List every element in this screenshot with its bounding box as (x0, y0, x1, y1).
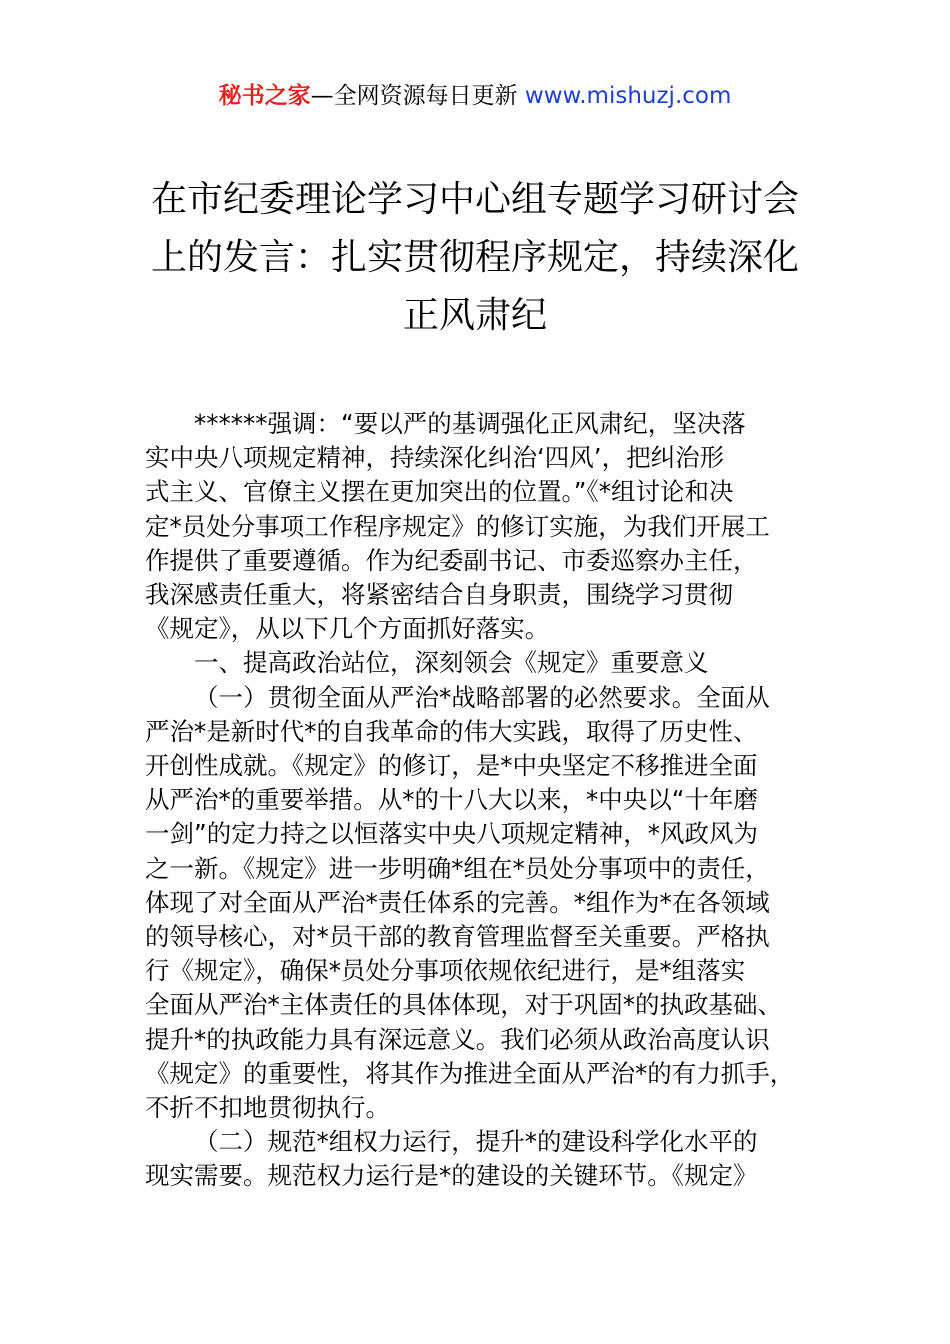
body-line: 《规定》的重要性，将其作为推进全面从严治*的有力抓手， (145, 1058, 795, 1088)
header-tagline: —全网资源每日更新 (310, 83, 518, 109)
body-line: 提升*的执政能力具有深远意义。我们必须从政治高度认识 (145, 1024, 770, 1054)
document-title (140, 171, 810, 345)
site-url-link[interactable]: www.mishuzj.com (524, 83, 732, 109)
title-line: 在市纪委理论学习中心组专题学习研讨会 (150, 179, 799, 220)
body-line: 开创性成就。《规定》的修订，是*中央坚定不移推进全面 (145, 751, 758, 781)
title-line: 正风肃纪 (402, 295, 547, 336)
body-line: 全面从严治*主体责任的具体体现，对于巩固*的执政基础、 (145, 990, 782, 1020)
body-line: （二）规范*组权力运行，提升*的建设科学化水平的 (194, 1127, 758, 1157)
document-body (145, 407, 835, 1194)
body-line: 实中央八项规定精神，持续深化纠治‘四风’，把纠治形 (145, 443, 725, 473)
body-line: 定*员处分事项工作程序规定》的修订实施，为我们开展工 (145, 511, 770, 541)
body-line: 《规定》，从以下几个方面抓好落实。 (145, 614, 550, 644)
brand-name: 秘书之家 (218, 83, 311, 109)
title-line: 上的发言：扎实贯彻程序规定，持续深化 (150, 237, 799, 278)
body-line: 我深感责任重大，将紧密结合自身职责，围绕学习贯彻 (145, 580, 733, 610)
body-line: （一）贯彻全面从严治*战略部署的必然要求。全面从 (194, 682, 770, 712)
body-line: 不折不扣地贯彻执行。 (145, 1093, 390, 1123)
body-line: 一剑”的定力持之以恒落实中央八项规定精神，*风政风为 (145, 819, 758, 849)
body-line: 现实需要。规范权力运行是*的建设的关键环节。《规定》 (145, 1161, 758, 1191)
section-heading: 一、提高政治站位，深刻领会《规定》重要意义 (194, 648, 709, 678)
body-line: 的领导核心，对*员干部的教育管理监督至关重要。严格执 (145, 922, 770, 952)
body-line: 之一新。《规定》进一步明确*组在*员处分事项中的责任， (145, 853, 770, 883)
body-line: ******强调：“要以严的基调强化正风肃纪，坚决落 (194, 409, 746, 438)
body-line: 行《规定》，确保*员处分事项依规依纪进行，是*组落实 (145, 956, 746, 986)
body-line: 从严治*的重要举措。从*的十八大以来，*中央以“十年磨 (145, 785, 758, 815)
body-line: 体现了对全面从严治*责任体系的完善。*组作为*在各领域 (145, 887, 770, 917)
site-header (0, 80, 950, 112)
body-line: 作提供了重要遵循。作为纪委副书记、市委巡察办主任， (145, 545, 758, 575)
body-line: 严治*是新时代*的自我革命的伟大实践，取得了历史性、 (145, 716, 758, 746)
body-line: 式主义、官僚主义摆在更加突出的位置。”《*组讨论和决 (145, 477, 734, 507)
